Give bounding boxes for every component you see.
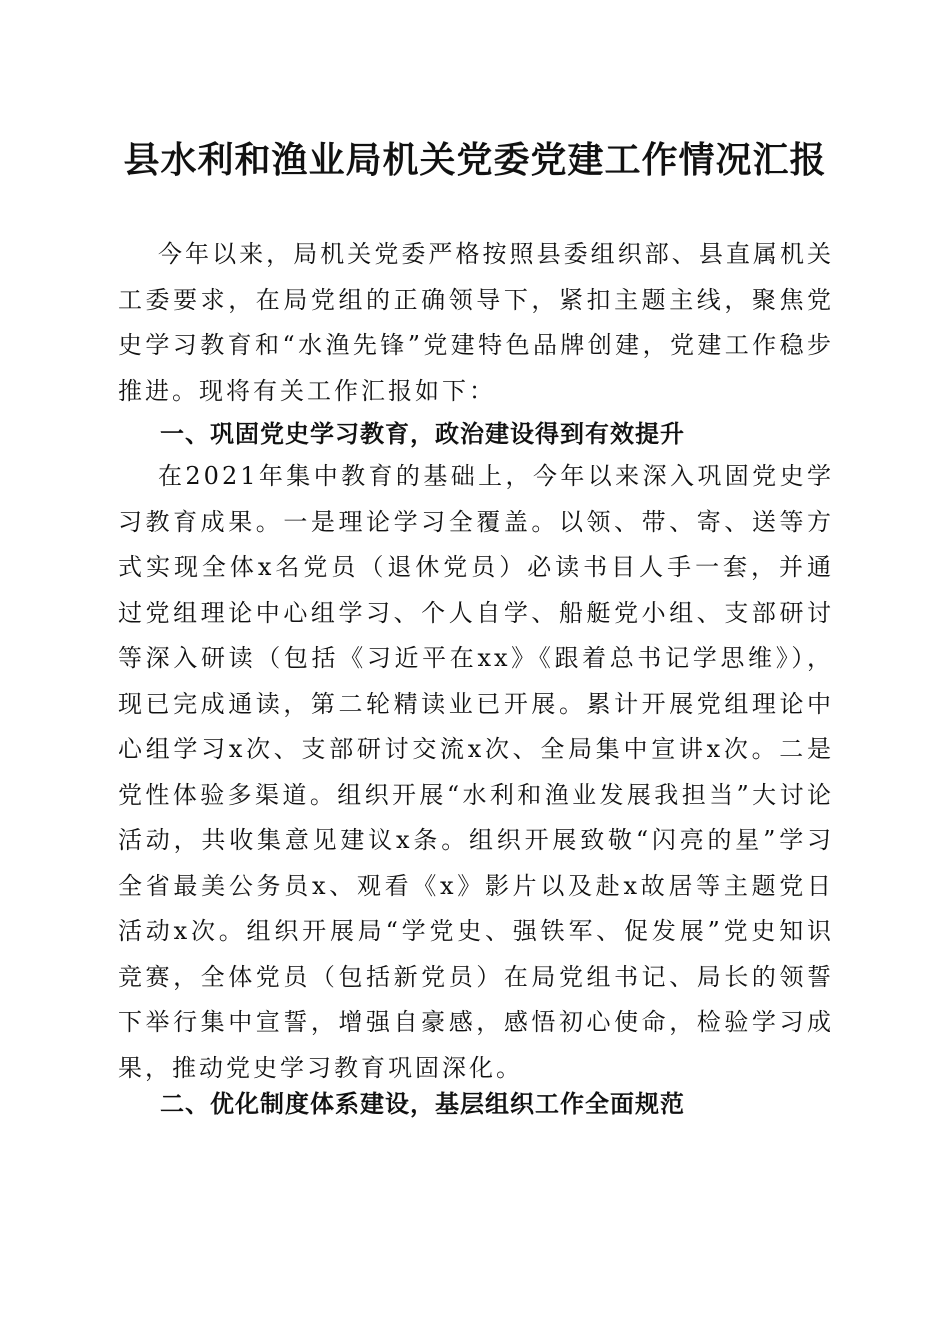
section-1-paragraph: 在2021年集中教育的基础上，今年以来深入巩固党史学习教育成果。一是理论学习全覆盖。以领、带、寄、送等方式实现全体x名党员（退休党员）必读书目人手一套，并通过党组理论中心组学习、个人自学、船艇党小组、支部研讨等深入研读（包括《习近平在xx》《跟着总书记学思维》），现已完成通读，第二轮精读业已开展。累计开展党组理论中心组学习x次、支部研讨交流x次、全局集中宣讲x次。二是党性体验多渠道。组织开展“水利和渔业发展我担当”大讨论活动，共收集意见建议x条。组织开展致敬“闪亮的星”学习全省最美公务员x、观看《x》影片以及赴x故居等主题党日活动x次。组织开展局“学党史、强铁军、促发展”党史知识竞赛，全体党员（包括新党员）在局党组书记、局长的领誓下举行集中宣誓，增强自豪感，感悟初心使命，检验学习成果，推动党史学习教育巩固深化。 (118, 462, 834, 1082)
intro-paragraph: 今年以来，局机关党委严格按照县委组织部、县直属机关工委要求，在局党组的正确领导下，紧扣主题主线，聚焦党史学习教育和“水渔先锋”党建特色品牌创建，党建工作稳步推进。现将有关工作汇报如下： (118, 240, 834, 405)
section-1-heading: 一、巩固党史学习教育，政治建设得到有效提升 (160, 420, 685, 448)
document-title: 县水利和渔业局机关党委党建工作情况汇报 (123, 139, 827, 181)
section-2-heading: 二、优化制度体系建设，基层组织工作全面规范 (160, 1090, 685, 1118)
